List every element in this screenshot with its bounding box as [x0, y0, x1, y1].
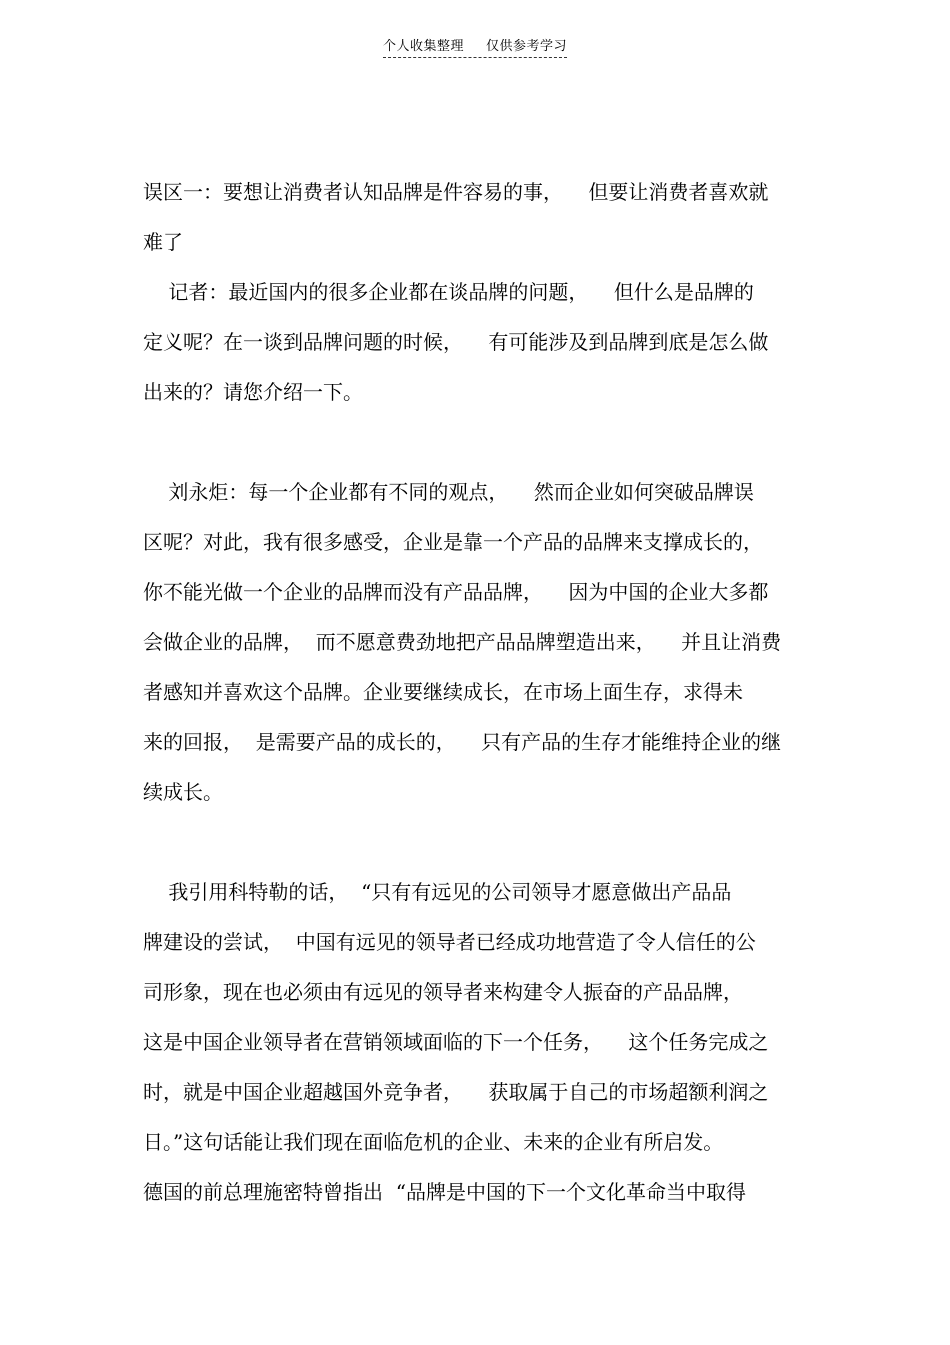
paragraph-2 — [143, 267, 803, 417]
header-left-text: 个人收集整理 — [382, 39, 464, 54]
paragraph-1 — [143, 167, 803, 267]
text-line: 刘永炬：每一个企业都有不同的观点， 然而企业如何突破品牌误 — [143, 480, 754, 504]
paragraph-4 — [143, 867, 803, 1217]
text-line: 误区一：要想让消费者认知品牌是件容易的事， 但要让消费者喜欢就 — [143, 180, 769, 204]
text-line: 会做企业的品牌， 而不愿意费劲地把产品品牌塑造出来， 并且让消费 — [143, 630, 782, 654]
text-line: 时，就是中国企业超越国外竞争者， 获取属于自己的市场超额利润之 — [143, 1080, 769, 1104]
page-header — [0, 38, 950, 58]
text-line: 者感知并喜欢这个品牌。企业要继续成长，在市场上面生存，求得未 — [143, 680, 743, 704]
text-line: 这是中国企业领导者在营销领域面临的下一个任务， 这个任务完成之 — [143, 1030, 769, 1054]
text-line: 定义呢？在一谈到品牌问题的时候， 有可能涉及到品牌到底是怎么做 — [143, 330, 769, 354]
text-line: 司形象，现在也必须由有远见的领导者来构建令人振奋的产品品牌， — [143, 980, 743, 1004]
header-right-text: 仅供参考学习 — [486, 39, 568, 54]
text-line: 记者：最近国内的很多企业都在谈品牌的问题， 但什么是品牌的 — [143, 280, 754, 304]
text-line: 出来的？请您介绍一下。 — [143, 380, 363, 404]
text-line: 日。”这句话能让我们现在面临危机的企业、未来的企业有所启发。 — [143, 1130, 724, 1154]
text-line: 你不能光做一个企业的品牌而没有产品品牌， 因为中国的企业大多都 — [143, 580, 769, 604]
text-line: 来的回报， 是需要产品的成长的， 只有产品的生存才能维持企业的继 — [143, 730, 782, 754]
paragraph-3 — [143, 467, 803, 817]
text-line: 区呢？对此，我有很多感受，企业是靠一个产品的品牌来支撑成长的， — [143, 530, 763, 554]
document-body — [143, 167, 803, 1217]
paragraph-spacer — [143, 817, 803, 867]
paragraph-spacer — [143, 417, 803, 467]
header-underline — [383, 38, 567, 58]
text-line: 我引用科特勒的话， “只有有远见的公司领导才愿意做出产品品 — [143, 880, 732, 904]
text-line: 难了 — [143, 230, 183, 254]
text-line: 牌建设的尝试， 中国有远见的领导者已经成功地营造了令人信任的公 — [143, 930, 756, 954]
text-line: 续成长。 — [143, 780, 223, 804]
text-line: 德国的前总理施密特曾指出 “品牌是中国的下一个文化革命当中取得 — [143, 1180, 746, 1204]
